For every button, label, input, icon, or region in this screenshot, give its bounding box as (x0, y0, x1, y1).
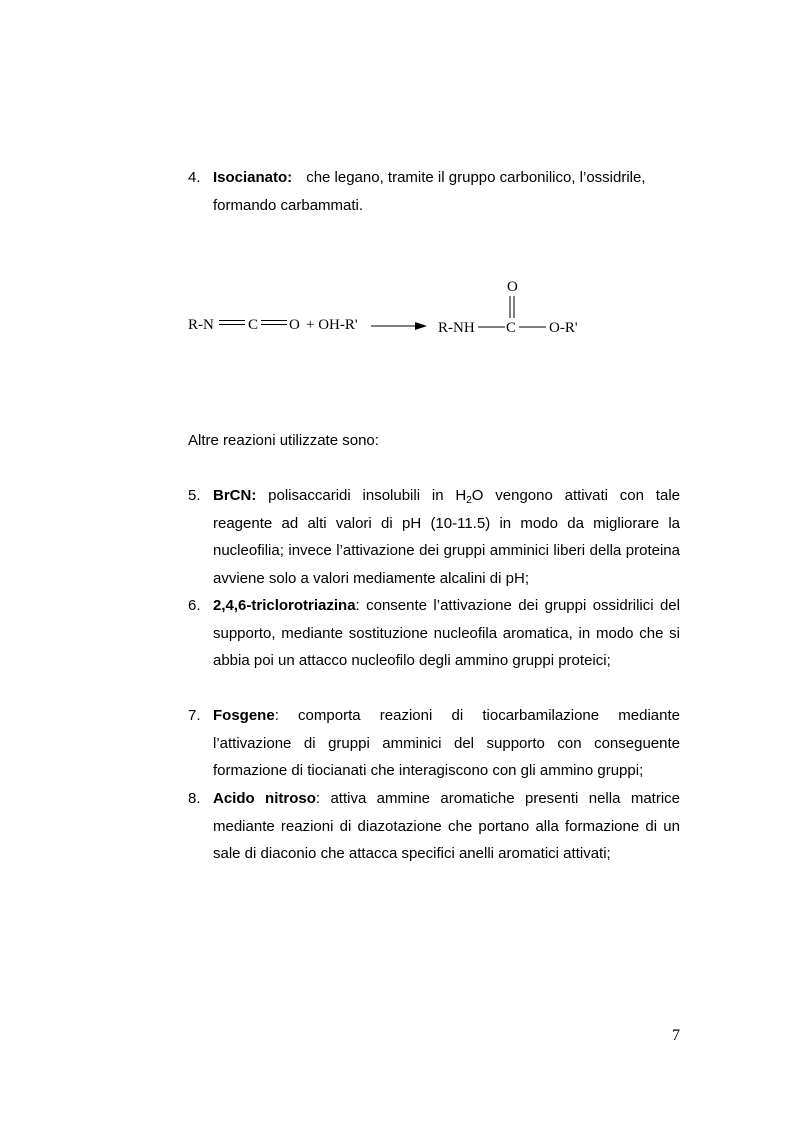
list-item-triclorotriazina (188, 592, 680, 675)
product-or: O-R' (549, 320, 578, 336)
product-o-top: O (507, 279, 518, 295)
term-isocianato: Isocianato: (213, 169, 293, 186)
list-number: 4. (188, 169, 201, 186)
product-c: C (506, 320, 517, 336)
list-item-body (213, 702, 680, 785)
list-item-body (213, 785, 680, 868)
item-text: : comporta reazioni di tiocarbamilazione mediante l’attivazione di gruppi amminici del supporto con conseguente formazione di tiocianati che interagiscono con gli ammino gruppi; (213, 707, 680, 779)
term-brcn: BrCN: (213, 487, 257, 504)
list-item-brcn (188, 482, 680, 592)
atom-o: O (289, 317, 300, 333)
list-item-body (213, 482, 680, 592)
list-number: 5. (188, 487, 201, 504)
page-number: 7 (672, 1027, 680, 1044)
item-text: : attiva ammine aromatiche presenti nella matrice mediante reazioni di diazotazione che portano alla formazione di un sale di diaconio che attacca specifici anelli aromatici attivati; (213, 790, 680, 862)
product-rnh: R-NH (438, 320, 475, 336)
atom-c: C (248, 317, 259, 333)
term-acido-nitroso: Acido nitroso (213, 790, 316, 807)
item-text: : consente l’attivazione dei gruppi ossidrilici del supporto, mediante sostituzione nucleofila aromatica, in modo che si abbia poi un attacco nucleofilo degli ammino gruppi proteici; (213, 597, 680, 669)
reactant-oh-r: + OH-R' (306, 317, 358, 333)
subscript: 2 (466, 495, 472, 506)
list-item-acido-nitroso (188, 785, 680, 868)
term-triclorotriazina: 2,4,6-triclorotriazina (213, 597, 356, 614)
intro-text: Altre reazioni utilizzate sono: (188, 432, 379, 449)
item-text: O vengono attivati con tale reagente ad alti valori di pH (10-11.5) in modo da migliorare la nucleofilia; invece l’attivazione dei gruppi amminici liberi della proteina avviene solo a valori mediamente alcalini di pH; (213, 487, 680, 587)
list-item-body (213, 592, 680, 675)
term-fosgene: Fosgene (213, 707, 275, 724)
reactant-rn: R-N (188, 317, 214, 333)
list-item-fosgene (188, 702, 680, 785)
item-text: che legano, tramite il gruppo carbonilico, l’ossidrile, formando carbammati. (213, 169, 646, 214)
list-number: 6. (188, 597, 201, 614)
list-number: 8. (188, 790, 201, 807)
reaction-arrow-head (415, 322, 427, 330)
item-text: polisaccaridi insolubili in H (256, 487, 467, 504)
list-item-body (213, 164, 680, 219)
list-number: 7. (188, 707, 201, 724)
reaction-scheme (188, 272, 608, 352)
list-item-isocianato (188, 164, 680, 219)
